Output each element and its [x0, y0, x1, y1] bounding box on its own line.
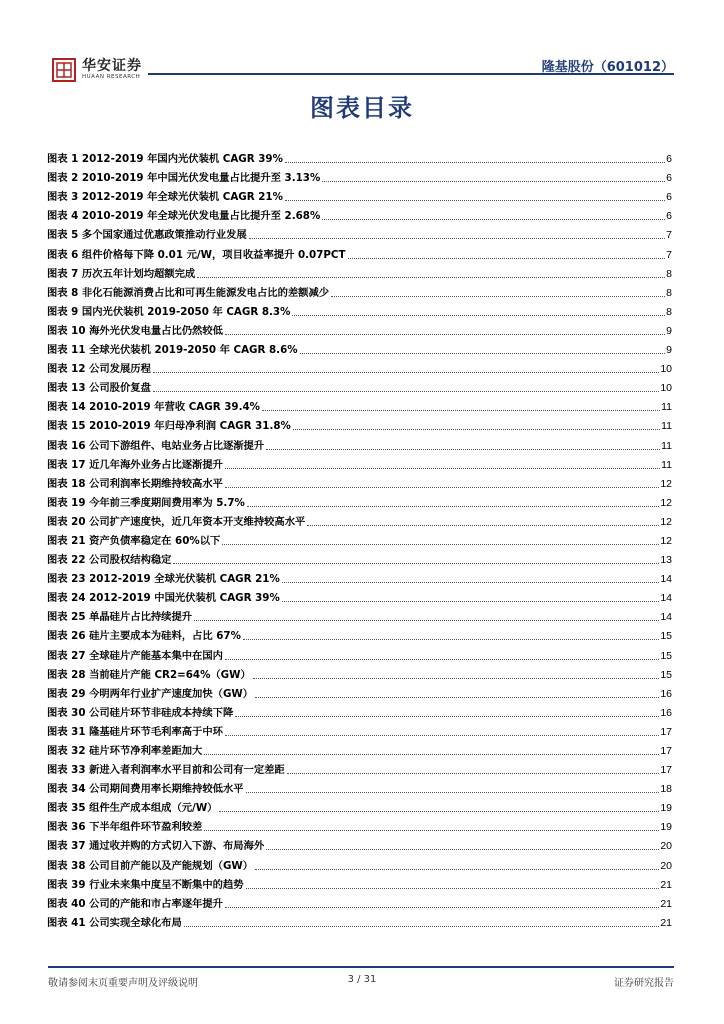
- toc-entry[interactable]: [47, 338, 672, 357]
- toc-entry-label[interactable]: 图表 22 公司股权结构稳定: [47, 554, 172, 567]
- toc-entry-page[interactable]: 14: [660, 573, 672, 586]
- toc-entry-page[interactable]: 11: [661, 439, 672, 452]
- toc-entry[interactable]: [47, 223, 672, 242]
- toc-entry-label[interactable]: 图表 27 全球硅片产能基本集中在国内: [47, 649, 223, 662]
- toc-leader-dots: [300, 353, 666, 354]
- toc-entry[interactable]: [47, 453, 672, 472]
- toc-entry[interactable]: [47, 853, 672, 872]
- toc-entry[interactable]: [47, 777, 672, 796]
- page-header: [48, 52, 674, 92]
- toc-entry-label[interactable]: 图表 34 公司期间费用率长期维持较低水平: [47, 783, 244, 796]
- toc-entry-page[interactable]: 8: [666, 305, 672, 318]
- toc-entry-label[interactable]: 图表 19 今年前三季度期间费用率为 5.7%: [47, 496, 245, 509]
- toc-entry[interactable]: [47, 892, 672, 911]
- toc-leader-dots: [219, 811, 659, 812]
- toc-entry-page[interactable]: 21: [660, 897, 672, 910]
- seal-icon: [52, 58, 76, 82]
- toc-leader-dots: [184, 926, 660, 927]
- toc-entry-label[interactable]: 图表 7 历次五年计划均超额完成: [47, 267, 196, 280]
- toc-entry-page[interactable]: 21: [660, 916, 672, 929]
- toc-entry-page[interactable]: 20: [660, 859, 672, 872]
- toc-leader-dots: [225, 487, 659, 488]
- toc-leader-dots: [204, 830, 659, 831]
- toc-entry-label[interactable]: 图表 29 今明两年行业扩产速度加快（GW）: [47, 687, 254, 700]
- toc-entry-label[interactable]: 图表 13 公司股价复盘: [47, 382, 151, 395]
- toc-entry-page[interactable]: 16: [660, 687, 672, 700]
- toc-leader-dots: [225, 468, 660, 469]
- footer-divider: [48, 966, 674, 968]
- toc-entry[interactable]: [47, 815, 672, 834]
- toc-entry-label[interactable]: 图表 20 公司扩产速度快，近几年资本开支维持较高水平: [47, 515, 306, 528]
- toc-entry-page[interactable]: 6: [666, 191, 672, 204]
- toc-entry-label[interactable]: 图表 2 2010-2019 年中国光伏发电量占比提升至 3.13%: [47, 172, 321, 185]
- toc-leader-dots: [292, 315, 665, 316]
- toc-entry[interactable]: [47, 147, 672, 166]
- toc-entry-label[interactable]: 图表 1 2012-2019 年国内光伏装机 CAGR 39%: [47, 153, 283, 166]
- toc-leader-dots: [225, 659, 659, 660]
- toc-entry[interactable]: [47, 395, 672, 414]
- toc-entry-label[interactable]: 图表 9 国内光伏装机 2019-2050 年 CAGR 8.3%: [47, 305, 291, 318]
- toc-leader-dots: [225, 907, 659, 908]
- toc-entry-page[interactable]: 11: [661, 458, 672, 471]
- toc-entry-page[interactable]: 7: [666, 248, 672, 261]
- toc-leader-dots: [322, 219, 665, 220]
- toc-entry[interactable]: [47, 510, 672, 529]
- toc-leader-dots: [285, 162, 665, 163]
- toc-entry-label[interactable]: 图表 37 通过收并购的方式切入下游、布局海外: [47, 840, 265, 853]
- toc-entry-page[interactable]: 20: [660, 840, 672, 853]
- toc-entry[interactable]: [47, 204, 672, 223]
- toc-leader-dots: [266, 849, 659, 850]
- toc-entry[interactable]: [47, 166, 672, 185]
- toc-entry-page[interactable]: 12: [660, 496, 672, 509]
- footer-report-type: 证券研究报告: [614, 978, 674, 989]
- toc-entry[interactable]: [47, 911, 672, 930]
- toc-entry[interactable]: [47, 624, 672, 643]
- toc-entry-label[interactable]: 图表 16 公司下游组件、电站业务占比逐渐提升: [47, 439, 265, 452]
- toc-leader-dots: [197, 277, 665, 278]
- toc-leader-dots: [173, 563, 659, 564]
- toc-leader-dots: [225, 334, 665, 335]
- toc-entry[interactable]: [47, 682, 672, 701]
- toc-leader-dots: [266, 449, 660, 450]
- toc-entry-page[interactable]: 14: [660, 592, 672, 605]
- toc-entry-page[interactable]: 17: [660, 764, 672, 777]
- toc-entry-label[interactable]: 图表 15 2010-2019 年归母净利润 CAGR 31.8%: [47, 420, 291, 433]
- toc-entry-label[interactable]: 图表 17 近几年海外业务占比逐渐提升: [47, 458, 223, 471]
- toc-leader-dots: [255, 697, 659, 698]
- toc-entry-label[interactable]: 图表 30 公司硅片环节非硅成本持续下降: [47, 706, 234, 719]
- toc-leader-dots: [322, 181, 665, 182]
- toc-entry-label[interactable]: 图表 36 下半年组件环节盈利较差: [47, 821, 203, 834]
- toc-entry-page[interactable]: 6: [666, 172, 672, 185]
- toc-entry-page[interactable]: 6: [666, 153, 672, 166]
- toc-entry[interactable]: [47, 548, 672, 567]
- toc-entry-label[interactable]: 图表 28 当前硅片产能 CR2=64%（GW）: [47, 668, 251, 681]
- toc-entry-label[interactable]: 图表 21 资产负债率稳定在 60%以下: [47, 534, 221, 547]
- toc-entry[interactable]: [47, 472, 672, 491]
- toc-entry-page[interactable]: 13: [660, 554, 672, 567]
- logo-subtext: HUAAN RESEARCH: [82, 74, 141, 80]
- toc-entry-label[interactable]: 图表 10 海外光伏发电量占比仍然较低: [47, 324, 223, 337]
- toc-entry-page[interactable]: 17: [660, 745, 672, 757]
- toc-entry-page[interactable]: 14: [660, 611, 672, 624]
- figure-toc-list: [47, 147, 672, 930]
- toc-entry-label[interactable]: 图表 11 全球光伏装机 2019-2050 年 CAGR 8.6%: [47, 344, 298, 357]
- toc-entry-page[interactable]: 12: [660, 477, 672, 490]
- toc-leader-dots: [307, 525, 659, 526]
- toc-entry[interactable]: [47, 414, 672, 433]
- toc-entry-page[interactable]: 19: [660, 802, 672, 815]
- toc-entry-page[interactable]: 12: [660, 515, 672, 528]
- toc-entry[interactable]: [47, 796, 672, 815]
- toc-entry-label[interactable]: 图表 38 公司目前产能以及产能规划（GW）: [47, 859, 254, 872]
- toc-entry-page[interactable]: 15: [660, 649, 672, 662]
- toc-entry[interactable]: [47, 491, 672, 510]
- company-logo: [48, 52, 198, 88]
- stock-ticker: 隆基股份（601012）: [541, 60, 674, 75]
- toc-entry[interactable]: [47, 319, 672, 338]
- toc-entry[interactable]: [47, 758, 672, 777]
- toc-entry-label[interactable]: 图表 41 公司实现全球化布局: [47, 916, 182, 929]
- toc-entry[interactable]: [47, 605, 672, 624]
- toc-entry-page[interactable]: 21: [660, 878, 672, 891]
- toc-entry[interactable]: [47, 262, 672, 281]
- toc-leader-dots: [204, 754, 659, 755]
- toc-entry-page[interactable]: 8: [666, 267, 672, 280]
- toc-entry-page[interactable]: 11: [661, 420, 672, 433]
- toc-entry[interactable]: [47, 701, 672, 720]
- toc-leader-dots: [262, 410, 660, 411]
- toc-leader-dots: [153, 372, 659, 373]
- toc-entry-label[interactable]: 图表 32 硅片环节净利率差距加大: [47, 745, 203, 757]
- toc-leader-dots: [246, 792, 660, 793]
- toc-entry-label[interactable]: 图表 23 2012-2019 全球光伏装机 CAGR 21%: [47, 573, 280, 586]
- toc-leader-dots: [287, 773, 660, 774]
- toc-entry-label[interactable]: 图表 4 2010-2019 年全球光伏发电量占比提升至 2.68%: [47, 210, 321, 223]
- toc-entry-page[interactable]: 8: [666, 286, 672, 299]
- toc-entry-page[interactable]: 7: [666, 229, 672, 242]
- toc-entry-page[interactable]: 6: [666, 210, 672, 223]
- toc-leader-dots: [348, 258, 666, 259]
- toc-entry[interactable]: [47, 281, 672, 300]
- toc-entry-label[interactable]: 图表 24 2012-2019 中国光伏装机 CAGR 39%: [47, 592, 280, 605]
- toc-leader-dots: [247, 506, 660, 507]
- toc-entry-label[interactable]: 图表 35 组件生产成本组成（元/W）: [47, 802, 218, 815]
- page-title: 图表目录: [310, 94, 414, 122]
- toc-leader-dots: [222, 544, 659, 545]
- toc-entry-label[interactable]: 图表 40 公司的产能和市占率逐年提升: [47, 897, 223, 910]
- toc-entry-label[interactable]: 图表 33 新进入者利润率水平目前和公司有一定差距: [47, 764, 285, 777]
- toc-leader-dots: [253, 678, 660, 679]
- toc-entry-page[interactable]: 19: [660, 821, 672, 834]
- toc-leader-dots: [282, 582, 660, 583]
- toc-entry-page[interactable]: 18: [660, 783, 672, 796]
- toc-entry-label[interactable]: 图表 12 公司发展历程: [47, 363, 151, 376]
- toc-entry-label[interactable]: 图表 39 行业未来集中度呈不断集中的趋势: [47, 878, 244, 891]
- toc-entry[interactable]: [47, 586, 672, 605]
- toc-entry[interactable]: [47, 834, 672, 853]
- logo-text: 华安证券: [82, 58, 142, 74]
- toc-entry-page[interactable]: 12: [660, 534, 672, 547]
- toc-entry[interactable]: [47, 567, 672, 586]
- toc-entry[interactable]: [47, 242, 672, 261]
- toc-entry-label[interactable]: 图表 8 非化石能源消费占比和可再生能源发电占比的差额减少: [47, 286, 330, 299]
- toc-leader-dots: [235, 716, 659, 717]
- toc-entry[interactable]: [47, 663, 672, 682]
- toc-entry-page[interactable]: 17: [660, 725, 672, 738]
- toc-entry-label[interactable]: 图表 31 隆基硅片环节毛利率高于中环: [47, 725, 223, 738]
- toc-entry[interactable]: [47, 357, 672, 376]
- toc-leader-dots: [194, 620, 659, 621]
- toc-leader-dots: [282, 601, 660, 602]
- toc-entry-label[interactable]: 图表 14 2010-2019 年营收 CAGR 39.4%: [47, 401, 260, 414]
- toc-entry-page[interactable]: 10: [660, 382, 672, 395]
- toc-entry-label[interactable]: 图表 6 组件价格每下降 0.01 元/W，项目收益率提升 0.07PCT: [47, 248, 346, 261]
- toc-leader-dots: [293, 429, 660, 430]
- toc-leader-dots: [331, 296, 665, 297]
- toc-entry[interactable]: [47, 873, 672, 892]
- toc-entry-page[interactable]: 16: [660, 706, 672, 719]
- toc-entry-label[interactable]: 图表 18 公司利润率长期维持较高水平: [47, 477, 223, 490]
- toc-entry-page[interactable]: 9: [666, 344, 672, 357]
- footer-disclaimer: 敬请参阅末页重要声明及评级说明: [48, 978, 198, 989]
- toc-entry[interactable]: [47, 643, 672, 662]
- toc-entry-page[interactable]: 15: [660, 630, 672, 643]
- toc-entry[interactable]: [47, 185, 672, 204]
- toc-leader-dots: [225, 735, 659, 736]
- toc-entry-page[interactable]: 11: [661, 401, 672, 414]
- toc-leader-dots: [243, 639, 659, 640]
- toc-entry-label[interactable]: 图表 25 单晶硅片占比持续提升: [47, 611, 193, 624]
- toc-entry-page[interactable]: 10: [660, 363, 672, 376]
- toc-leader-dots: [255, 869, 659, 870]
- toc-entry[interactable]: [47, 529, 672, 548]
- toc-leader-dots: [246, 888, 660, 889]
- toc-entry[interactable]: [47, 433, 672, 452]
- toc-entry-page[interactable]: 9: [666, 324, 672, 337]
- toc-leader-dots: [285, 200, 665, 201]
- toc-entry-label[interactable]: 图表 5 多个国家通过优惠政策推动行业发展: [47, 229, 247, 242]
- toc-leader-dots: [153, 391, 659, 392]
- page-number: 3 / 31: [347, 974, 377, 985]
- toc-entry-label[interactable]: 图表 26 硅片主要成本为硅料，占比 67%: [47, 630, 241, 643]
- toc-entry-page[interactable]: 15: [660, 668, 672, 681]
- toc-entry[interactable]: [47, 720, 672, 739]
- toc-entry[interactable]: [47, 739, 672, 758]
- toc-entry-label[interactable]: 图表 3 2012-2019 年全球光伏装机 CAGR 21%: [47, 191, 283, 204]
- toc-leader-dots: [249, 238, 665, 239]
- toc-entry[interactable]: [47, 376, 672, 395]
- toc-entry[interactable]: [47, 300, 672, 319]
